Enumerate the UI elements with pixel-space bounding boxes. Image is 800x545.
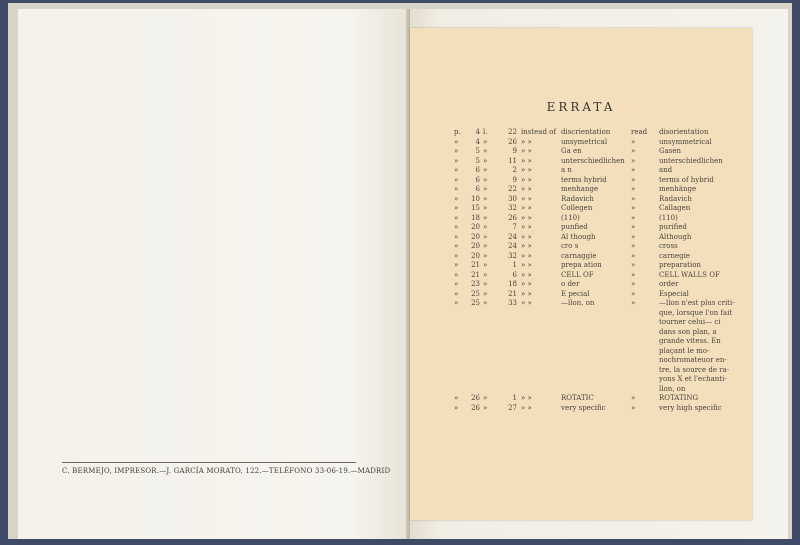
errata-row [454,252,739,262]
errata-row [454,138,739,148]
errata-cell-c8: —llon n'est plus criti-que, lorsque l'on fait tourner celui— ci dans son plan, a grande vitess. En plaçant le mo-nochromateuor en-tre, la source de ra-yons X et l'echanti-llon, on [659,299,735,393]
errata-cell-c1: » [454,270,459,279]
errata-cell-c3: » [483,261,488,269]
errata-cell-c7: read [631,128,648,136]
errata-cell-c2: 6 [475,175,480,184]
errata-cell-c6: cro s [561,242,579,250]
errata-cell-c3: » [483,166,488,174]
errata-cell-c4: 18 [508,280,517,288]
errata-cell-c1: » [454,166,459,174]
errata-row [454,404,739,414]
errata-cell-c3: l. [483,128,488,136]
errata-cell-c7: » [631,232,636,241]
errata-cell-c8: Although [659,232,692,241]
errata-cell-c2: 10 [471,194,480,203]
errata-cell-c7: » [631,213,636,222]
errata-row [454,204,739,214]
errata-cell-c7: » [631,223,636,231]
errata-cell-c3: » [483,223,488,231]
errata-cell-c1: » [454,289,459,298]
errata-cell-c5: » » [521,289,532,298]
errata-cell-c4: 1 [512,394,517,402]
errata-row [454,223,739,233]
errata-row [454,299,739,394]
errata-cell-c7: » [631,289,636,298]
errata-cell-c1: » [454,242,459,250]
errata-row [454,394,739,404]
errata-cell-c2: 20 [471,223,480,231]
errata-cell-c2: 26 [471,403,480,412]
errata-cell-c8: cross [659,242,678,250]
errata-cell-c7: » [631,137,636,146]
errata-cell-c2: 20 [471,242,480,250]
errata-cell-c4: 2 [512,166,517,174]
errata-cell-c1: » [454,156,459,165]
errata-cell-c1: » [454,194,459,203]
errata-cell-c8: Callagen [659,204,691,212]
errata-cell-c8: Gasen [659,147,682,155]
errata-cell-c2: 5 [475,156,480,165]
errata-cell-c7: » [631,166,636,174]
errata-cell-c4: 24 [508,232,517,241]
errata-cell-c6: —llon, on [561,299,595,307]
errata-cell-c8: Radavich [659,194,692,203]
errata-cell-c4: 27 [508,403,517,412]
errata-cell-c6: CELL OF [561,270,594,279]
errata-table [454,128,739,413]
errata-cell-c3: » [483,242,488,250]
errata-cell-c6: Collegen [561,204,593,212]
errata-cell-c6: terms hybrid [561,175,607,184]
errata-row [454,242,739,252]
errata-cell-c1: » [454,204,459,212]
errata-cell-c8: unsymmetrical [659,137,712,146]
errata-cell-c6: menhange [561,185,599,193]
errata-cell-c2: 18 [471,213,480,222]
errata-cell-c5: » » [521,251,532,260]
errata-cell-c2: 4 [475,128,480,136]
errata-cell-c2: 20 [471,232,480,241]
errata-cell-c1: » [454,261,459,269]
errata-cell-c8: order [659,280,679,288]
errata-cell-c7: » [631,194,636,203]
errata-cell-c6: Ga en [561,147,582,155]
errata-cell-c4: 30 [508,194,517,203]
errata-cell-c2: 6 [475,166,480,174]
errata-cell-c7: » [631,147,636,155]
errata-cell-c5: » » [521,175,532,184]
errata-cell-c3: » [483,147,488,155]
errata-row [454,233,739,243]
errata-cell-c6: carnaggie [561,251,597,260]
errata-cell-c4: 1 [512,261,517,269]
errata-row [454,157,739,167]
errata-cell-c6: a n [561,166,572,174]
errata-cell-c7: » [631,242,636,250]
errata-row [454,271,739,281]
errata-cell-c8: menhänge [659,185,697,193]
errata-cell-c6: (110) [561,213,580,222]
errata-cell-c3: » [483,270,488,279]
errata-cell-c4: 26 [508,213,517,222]
errata-cell-c1: » [454,137,459,146]
errata-cell-c8: terms of hybrid [659,175,714,184]
errata-slip [410,28,752,520]
errata-cell-c5: instead of [521,128,556,136]
errata-cell-c1: » [454,299,459,307]
errata-cell-c2: 4 [475,137,480,146]
errata-row [454,261,739,271]
errata-cell-c4: 32 [508,204,517,212]
errata-cell-c2: 23 [471,280,480,288]
errata-cell-c5: » » [521,232,532,241]
errata-cell-c3: » [483,185,488,193]
errata-cell-c4: 9 [512,175,517,184]
errata-cell-c8: purified [659,223,687,231]
errata-cell-c2: 21 [471,261,480,269]
errata-row [454,185,739,195]
errata-cell-c7: » [631,403,636,412]
errata-cell-c6: o der [561,280,580,288]
errata-cell-c3: » [483,280,488,288]
errata-cell-c6: unterschiedlichen [561,156,625,165]
errata-cell-c5: » » [521,223,532,231]
errata-cell-c2: 5 [475,147,480,155]
errata-cell-c8: very high specific [659,403,722,412]
errata-cell-c1: » [454,403,459,412]
errata-cell-c8: and [659,166,673,174]
errata-cell-c7: » [631,156,636,165]
errata-cell-c6: prepa ation [561,261,602,269]
errata-title: ERRATA [546,100,616,114]
errata-cell-c3: » [483,194,488,203]
errata-cell-c5: » » [521,194,532,203]
errata-cell-c2: 15 [471,204,480,212]
errata-cell-c4: 21 [508,289,517,298]
errata-cell-c5: » » [521,299,532,307]
errata-cell-c3: » [483,394,488,402]
errata-cell-c3: » [483,232,488,241]
errata-cell-c3: » [483,289,488,298]
errata-cell-c7: » [631,251,636,260]
errata-cell-c1: » [454,251,459,260]
errata-cell-c6: Radavich [561,194,594,203]
errata-cell-c1: » [454,280,459,288]
errata-cell-c4: 22 [508,128,517,136]
errata-cell-c6: very specific [561,403,606,412]
errata-cell-c3: » [483,156,488,165]
errata-cell-c8: CELL WALLS OF [659,270,720,279]
errata-cell-c4: 26 [508,137,517,146]
errata-cell-c2: 26 [471,394,480,402]
errata-cell-c6: discrientation [561,128,611,136]
errata-cell-c5: » » [521,137,532,146]
errata-cell-c6: unsymetrical [561,137,608,146]
errata-cell-c3: » [483,213,488,222]
errata-cell-c2: 20 [471,251,480,260]
errata-cell-c6: ROTATIC [561,394,594,402]
errata-cell-c7: » [631,261,636,269]
errata-cell-c5: » » [521,403,532,412]
errata-cell-c8: (110) [659,213,678,222]
errata-cell-c1: » [454,175,459,184]
errata-cell-c8: ROTATING [659,394,699,402]
errata-cell-c7: » [631,175,636,184]
errata-cell-c8: unterschiedlichen [659,156,723,165]
errata-cell-c1: » [454,213,459,222]
errata-cell-c5: » » [521,166,532,174]
errata-cell-c3: » [483,137,488,146]
errata-cell-c5: » » [521,156,532,165]
errata-cell-c7: » [631,185,636,193]
errata-cell-c3: » [483,403,488,412]
errata-cell-c5: » » [521,147,532,155]
errata-row [454,290,739,300]
errata-cell-c4: 6 [512,270,517,279]
errata-cell-c3: » [483,251,488,260]
errata-cell-c1: » [454,223,459,231]
errata-cell-c5: » » [521,394,532,402]
errata-cell-c5: » » [521,261,532,269]
errata-cell-c7: » [631,394,636,402]
errata-cell-c2: 25 [471,289,480,298]
errata-cell-c4: 33 [508,299,517,307]
errata-cell-c5: » » [521,270,532,279]
errata-cell-c5: » » [521,185,532,193]
errata-row [454,176,739,186]
errata-cell-c2: 6 [475,185,480,193]
errata-row [454,195,739,205]
errata-cell-c4: 22 [508,185,517,193]
left-page [18,9,410,539]
errata-cell-c6: Al though [561,232,596,241]
errata-cell-c4: 24 [508,242,517,250]
errata-cell-c1: p. [454,128,461,136]
errata-cell-c3: » [483,204,488,212]
errata-cell-c1: » [454,394,459,402]
errata-cell-c6: punfied [561,223,588,231]
errata-cell-c7: » [631,204,636,212]
printer-imprint: C. BERMEJO, IMPRESOR.—J. GARCÍA MORATO, 122.—TELÉFONO 33-06-19.—MADRID [62,467,391,475]
errata-row [454,166,739,176]
errata-cell-c8: preparation [659,261,701,269]
errata-cell-c1: » [454,185,459,193]
errata-cell-c4: 32 [508,251,517,260]
errata-cell-c7: » [631,270,636,279]
errata-row [454,128,739,138]
errata-row [454,280,739,290]
errata-cell-c5: » » [521,280,532,288]
errata-row [454,147,739,157]
errata-cell-c5: » » [521,213,532,222]
errata-cell-c5: » » [521,242,532,250]
errata-cell-c8: Especial [659,289,689,298]
errata-cell-c8: carnegie [659,251,690,260]
errata-cell-c8: disorientation [659,128,709,136]
errata-cell-c6: E pecial [561,289,590,298]
errata-cell-c4: 9 [512,147,517,155]
errata-cell-c1: » [454,147,459,155]
errata-cell-c1: » [454,232,459,241]
errata-cell-c5: » » [521,204,532,212]
errata-cell-c7: » [631,280,636,288]
errata-cell-c7: » [631,299,636,307]
errata-row [454,214,739,224]
errata-cell-c3: » [483,175,488,184]
errata-cell-c4: 11 [508,156,517,165]
imprint-rule [62,462,356,463]
errata-cell-c4: 7 [512,223,517,231]
errata-cell-c2: 25 [471,299,480,307]
errata-cell-c2: 21 [471,270,480,279]
errata-cell-c3: » [483,299,488,307]
